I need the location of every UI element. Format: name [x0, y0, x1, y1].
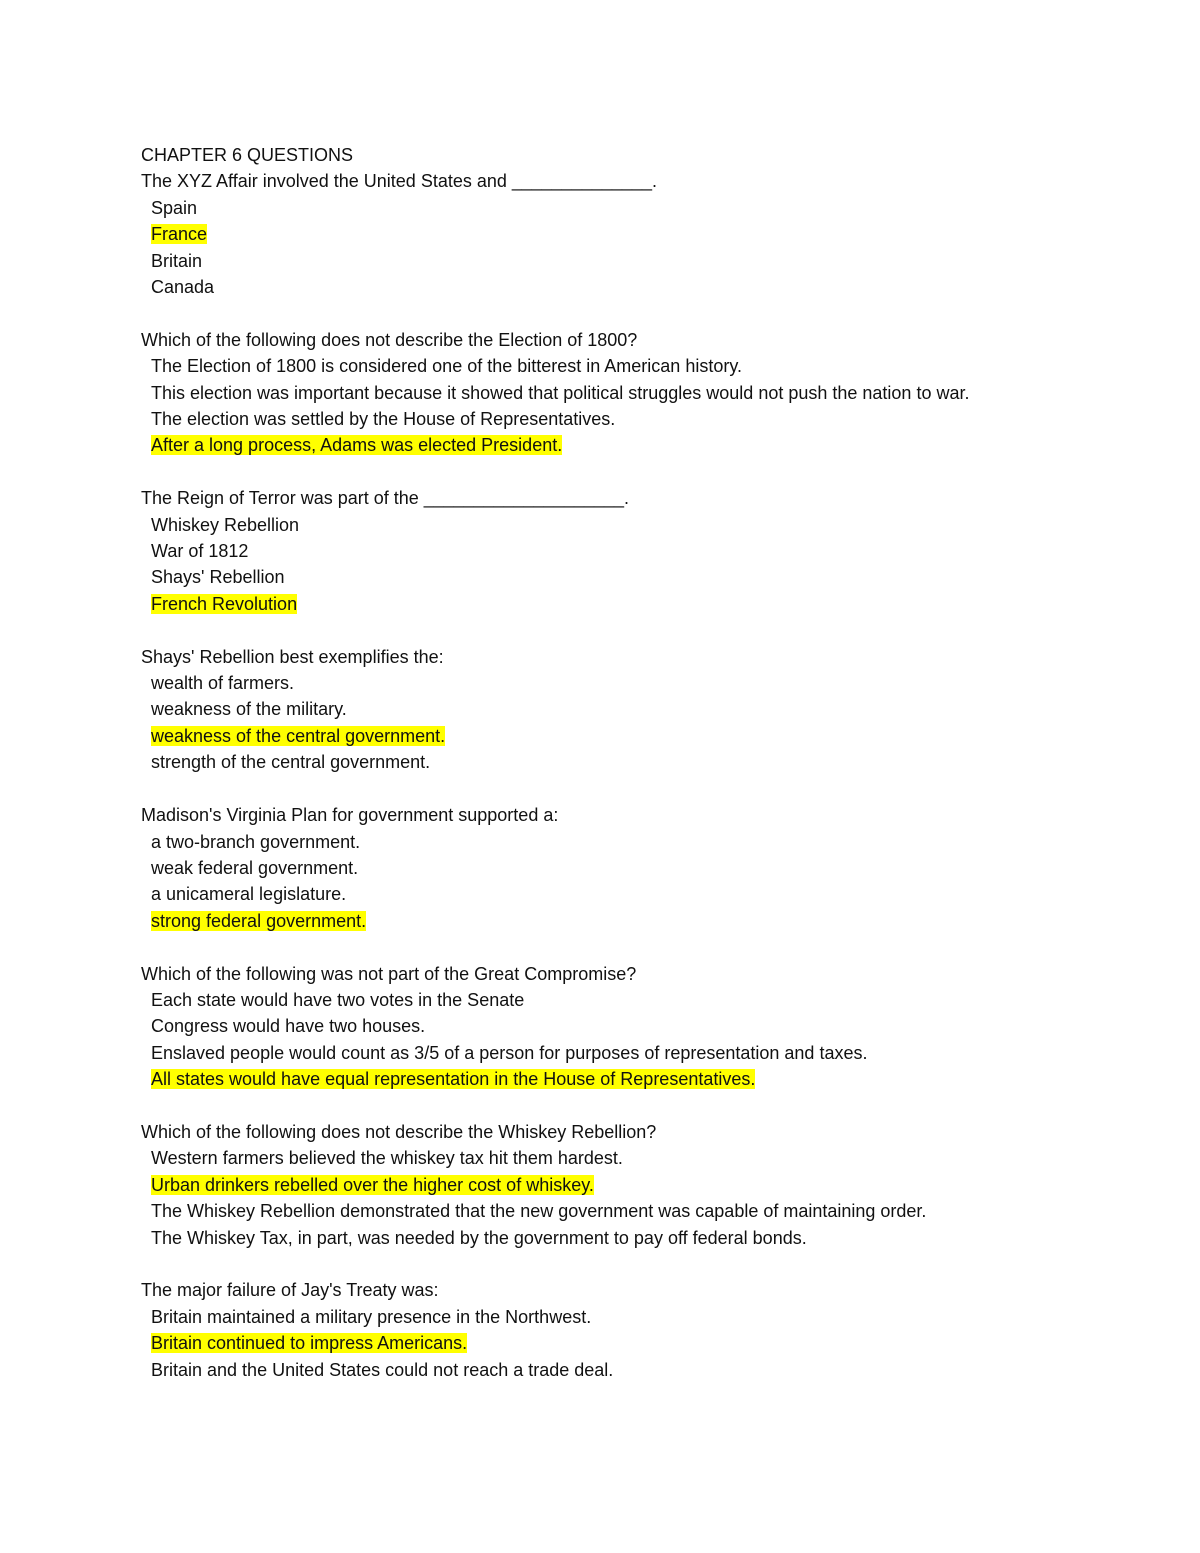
answer-option-correct: All states would have equal representation in the House of Representatives. [151, 1069, 756, 1090]
answer-option: Shays' Rebellion [151, 567, 285, 588]
answer-option: a unicameral legislature. [151, 884, 347, 905]
answer-option: Britain [151, 250, 203, 271]
answer-option-correct: strong federal government. [151, 910, 367, 931]
question-block [141, 961, 1041, 1093]
question-prompt: Shays' Rebellion best exemplifies the: [141, 646, 444, 667]
answer-option: The Election of 1800 is considered one of the bitterest in American history. [151, 356, 742, 377]
answer-option: Spain [151, 197, 198, 218]
answer-option-correct: France [151, 224, 208, 245]
spacer [141, 1093, 1041, 1119]
spacer [141, 459, 1041, 485]
spacer [141, 617, 1041, 643]
answer-option: Canada [151, 277, 215, 298]
question-prompt: The major failure of Jay's Treaty was: [141, 1280, 439, 1301]
document-title: CHAPTER 6 QUESTIONS [141, 145, 354, 165]
answer-option: Whiskey Rebellion [151, 514, 300, 535]
answer-option: Western farmers believed the whiskey tax hit them hardest. [151, 1148, 623, 1169]
question-block [141, 1277, 1041, 1383]
spacer [141, 776, 1041, 802]
answer-option-correct: French Revolution [151, 593, 298, 614]
question-block [141, 327, 1041, 459]
question-prompt: Which of the following was not part of the Great Compromise? [141, 963, 637, 984]
answer-option-correct: Britain continued to impress Americans. [151, 1333, 468, 1354]
answer-option: Each state would have two votes in the Senate [151, 989, 525, 1010]
answer-option: strength of the central government. [151, 752, 431, 773]
document-page [141, 142, 1041, 1383]
question-prompt: Which of the following does not describe the Whiskey Rebellion? [141, 1121, 657, 1142]
spacer [141, 300, 1041, 326]
answer-option: War of 1812 [151, 541, 249, 562]
answer-option: The Whiskey Rebellion demonstrated that the new government was capable of maintaining order. [151, 1201, 927, 1222]
question-block [141, 644, 1041, 776]
answer-option-correct: weakness of the central government. [151, 725, 446, 746]
answer-option: Congress would have two houses. [151, 1016, 426, 1037]
answer-option: The Whiskey Tax, in part, was needed by the government to pay off federal bonds. [151, 1227, 807, 1248]
answer-option: This election was important because it showed that political struggles would not push the nation to war. [151, 382, 970, 403]
question-prompt: The Reign of Terror was part of the ____________________. [141, 488, 630, 509]
answer-option: Britain maintained a military presence in the Northwest. [151, 1306, 592, 1327]
answer-option: weakness of the military. [151, 699, 347, 720]
question-prompt: The XYZ Affair involved the United States and ______________. [141, 171, 658, 192]
answer-option: wealth of farmers. [151, 673, 295, 694]
answer-option: Enslaved people would count as 3/5 of a person for purposes of representation and taxes. [151, 1042, 868, 1063]
question-block [141, 802, 1041, 934]
answer-option-correct: After a long process, Adams was elected President. [151, 435, 563, 456]
question-block [141, 1119, 1041, 1251]
answer-option: Britain and the United States could not reach a trade deal. [151, 1359, 614, 1380]
spacer [141, 934, 1041, 960]
question-block [141, 168, 1041, 300]
answer-option-correct: Urban drinkers rebelled over the higher cost of whiskey. [151, 1174, 594, 1195]
question-block [141, 485, 1041, 617]
answer-option: The election was settled by the House of Representatives. [151, 409, 616, 430]
answer-option: a two-branch government. [151, 831, 361, 852]
spacer [141, 1251, 1041, 1277]
answer-option: weak federal government. [151, 857, 359, 878]
question-prompt: Which of the following does not describe the Election of 1800? [141, 329, 638, 350]
question-prompt: Madison's Virginia Plan for government supported a: [141, 805, 559, 826]
